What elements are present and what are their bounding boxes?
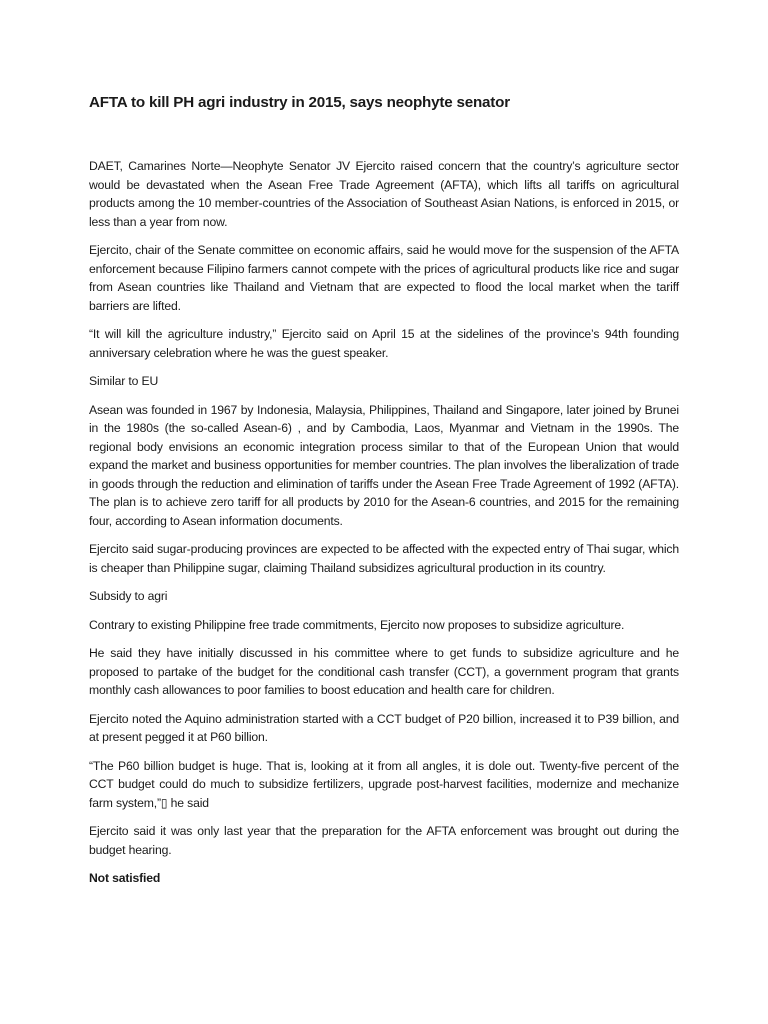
article-title: AFTA to kill PH agri industry in 2015, says neophyte senator: [89, 94, 510, 111]
paragraph-contrary: Contrary to existing Philippine free trade commitments, Ejercito now proposes to subsidize agriculture.: [89, 617, 625, 632]
paragraph-budget-hearing: Ejercito said it was only last year that the preparation for the AFTA enforcement was brought out during the budget hearing.: [89, 824, 679, 857]
paragraph-quote-dole-out: “The P60 billion budget is huge. That is, looking at it from all angles, it is dole out. Twenty-five percent of the CCT budget could do much to subsidize fertilizers, upgrade post-harvest facilities, modernize and mechanize farm system,”▯ he said: [89, 758, 679, 810]
paragraph-lede: DAET, Camarines Norte—Neophyte Senator JV Ejercito raised concern that the country’s agriculture sector would be devastated when the Asean Free Trade Agreement (AFTA), which lifts all tariffs on agricultural products among the 10 member-countries of the Association of Southeast Asian Nations, is enforced in 2015, or less than a year from now.: [89, 159, 679, 229]
paragraph-sugar: Ejercito said sugar-producing provinces are expected to be affected with the expected entry of Thai sugar, which is cheaper than Philippine sugar, claiming Thailand subsidizes agricultural production in its country.: [89, 542, 679, 575]
paragraph-quote-kill: “It will kill the agriculture industry,” Ejercito said on April 15 at the sidelines of the province’s 94th founding anniversary celebration where he was the guest speaker.: [89, 327, 679, 360]
paragraph-suspension: Ejercito, chair of the Senate committee on economic affairs, said he would move for the suspension of the AFTA enforcement because Filipino farmers cannot compete with the prices of agricultural products like rice and sugar from Asean countries like Thailand and Vietnam that are expected to flood the local market when the tariff barriers are lifted.: [89, 243, 679, 313]
paragraph-committee-funds: He said they have initially discussed in his committee where to get funds to subsidize agriculture and he proposed to partake of the budget for the conditional cash transfer (CCT), a government program that grants monthly cash allowances to poor families to boost education and health care for children.: [89, 646, 679, 697]
subheading-similar-to-eu: Similar to EU: [89, 374, 159, 388]
subheading-subsidy-to-agri: Subsidy to agri: [89, 589, 168, 603]
subheading-not-satisfied: Not satisfied: [89, 871, 161, 885]
article-body: [89, 157, 679, 898]
paragraph-cct-budget: Ejercito noted the Aquino administration started with a CCT budget of P20 billion, increased it to P39 billion, and at present pegged it at P60 billion.: [89, 711, 679, 744]
paragraph-asean-history: Asean was founded in 1967 by Indonesia, Malaysia, Philippines, Thailand and Singapore, later joined by Brunei in the 1980s (the so-called Asean-6) , and by Cambodia, Laos, Myanmar and Vietnam in the 1990s. The regional body envisions an economic integration process similar to that of the European Union that would expand the market and business opportunities for member countries. The plan involves the liberalization of trade in goods through the reduction and elimination of tariffs under the Asean Free Trade Agreement of 1992 (AFTA). The plan is to achieve zero tariff for all products by 2010 for the Asean-6 countries, and 2015 for the remaining four, according to Asean information documents.: [89, 402, 679, 528]
